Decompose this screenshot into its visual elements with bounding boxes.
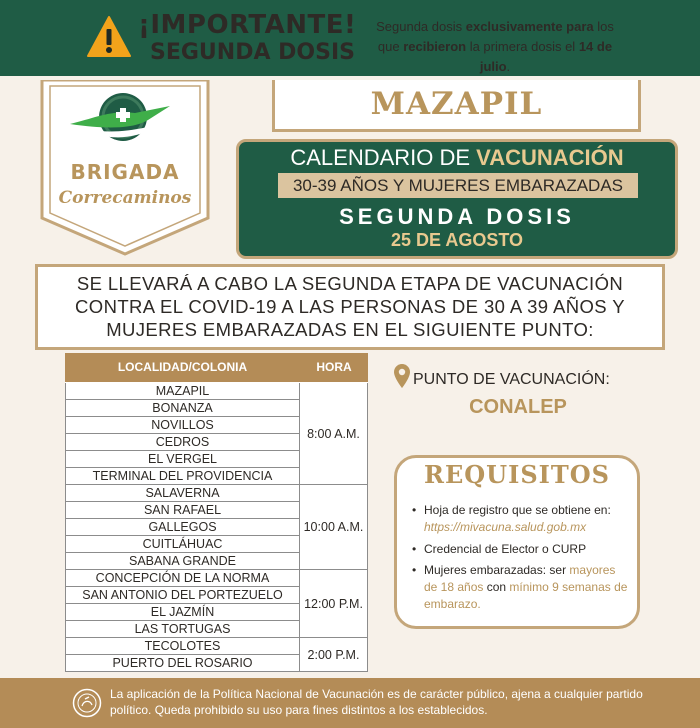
- table-row: MAZAPIL: [65, 383, 300, 400]
- intro-text: SE LLEVARÁ A CABO LA SEGUNDA ETAPA DE VACUNACIÓN CONTRA EL COVID-19 A LAS PERSONAS DE 30 A 39 AÑOS Y MUJERES EMBARAZADAS EN EL SIGUIENTE PUNTO:: [75, 273, 625, 340]
- correcaminos-label: Correcaminos: [58, 188, 192, 208]
- calendar-title: CALENDARIO DE VACUNACIÓN: [290, 145, 624, 170]
- calendar-date: 25 DE AGOSTO: [390, 230, 524, 250]
- time-cell: 12:00 P.M.: [300, 570, 368, 638]
- footer-disclaimer: La aplicación de la Política Nacional de Vacunación es de carácter público, ajena a cualquier partido político. Queda prohibido su uso para fines distintos a los establecidos.: [110, 687, 643, 717]
- table-row: NOVILLOS: [65, 417, 300, 434]
- table-row: EL VERGEL: [65, 451, 300, 468]
- table-row: LAS TORTUGAS: [65, 621, 300, 638]
- table-header-locality: LOCALIDAD/COLONIA: [65, 353, 300, 382]
- requirement-item-registro: • Hoja de registro que se obtiene en: https://mivacuna.salud.gob.mx: [414, 502, 630, 536]
- table-header-hour: HORA: [300, 353, 368, 382]
- header-note: Segunda dosis exclusivamente para los que recibieron la primera dosis el 14 de julio.: [376, 19, 614, 74]
- requirement-item-credencial: • Credencial de Elector o CURP: [414, 541, 630, 558]
- vaccination-point-place: CONALEP: [469, 396, 567, 418]
- vaccination-point-label: PUNTO DE VACUNACIÓN:: [413, 371, 610, 388]
- table-row: TERMINAL DEL PROVIDENCIA: [65, 468, 300, 485]
- table-row: BONANZA: [65, 400, 300, 417]
- table-row: CUITLÁHUAC: [65, 536, 300, 553]
- table-row: GALLEGOS: [65, 519, 300, 536]
- mivacuna-link[interactable]: https://mivacuna.salud.gob.mx: [424, 520, 587, 534]
- location-pin-icon: [394, 364, 410, 388]
- table-row: TECOLOTES: [65, 638, 300, 655]
- requirement-item-embarazadas: • Mujeres embarazadas: ser mayores de 18 años con mínimo 9 semanas de embarazo.: [414, 562, 630, 613]
- calendar-dose: SEGUNDA DOSIS: [339, 204, 575, 229]
- table-row: SABANA GRANDE: [65, 553, 300, 570]
- time-cell: 2:00 P.M.: [300, 638, 368, 672]
- brigada-label: BRIGADA: [70, 160, 180, 184]
- time-cell: 10:00 A.M.: [300, 485, 368, 570]
- government-seal-icon: [72, 688, 102, 718]
- municipio-title: MAZAPIL: [370, 86, 543, 122]
- requirements-title: REQUISITOS: [424, 460, 610, 489]
- table-row: CEDROS: [65, 434, 300, 451]
- calendar-group-band: 30-39 AÑOS Y MUJERES EMBARAZADAS: [278, 173, 638, 198]
- table-row: SAN RAFAEL: [65, 502, 300, 519]
- table-row: SAN ANTONIO DEL PORTEZUELO: [65, 587, 300, 604]
- important-title: ¡IMPORTANTE!: [138, 10, 357, 40]
- warning-icon: [86, 14, 132, 60]
- time-cell: 8:00 A.M.: [300, 383, 368, 485]
- table-row: PUERTO DEL ROSARIO: [65, 655, 300, 672]
- table-row: CONCEPCIÓN DE LA NORMA: [65, 570, 300, 587]
- important-subtitle: SEGUNDA DOSIS: [150, 40, 355, 65]
- table-row: SALAVERNA: [65, 485, 300, 502]
- table-row: EL JAZMÍN: [65, 604, 300, 621]
